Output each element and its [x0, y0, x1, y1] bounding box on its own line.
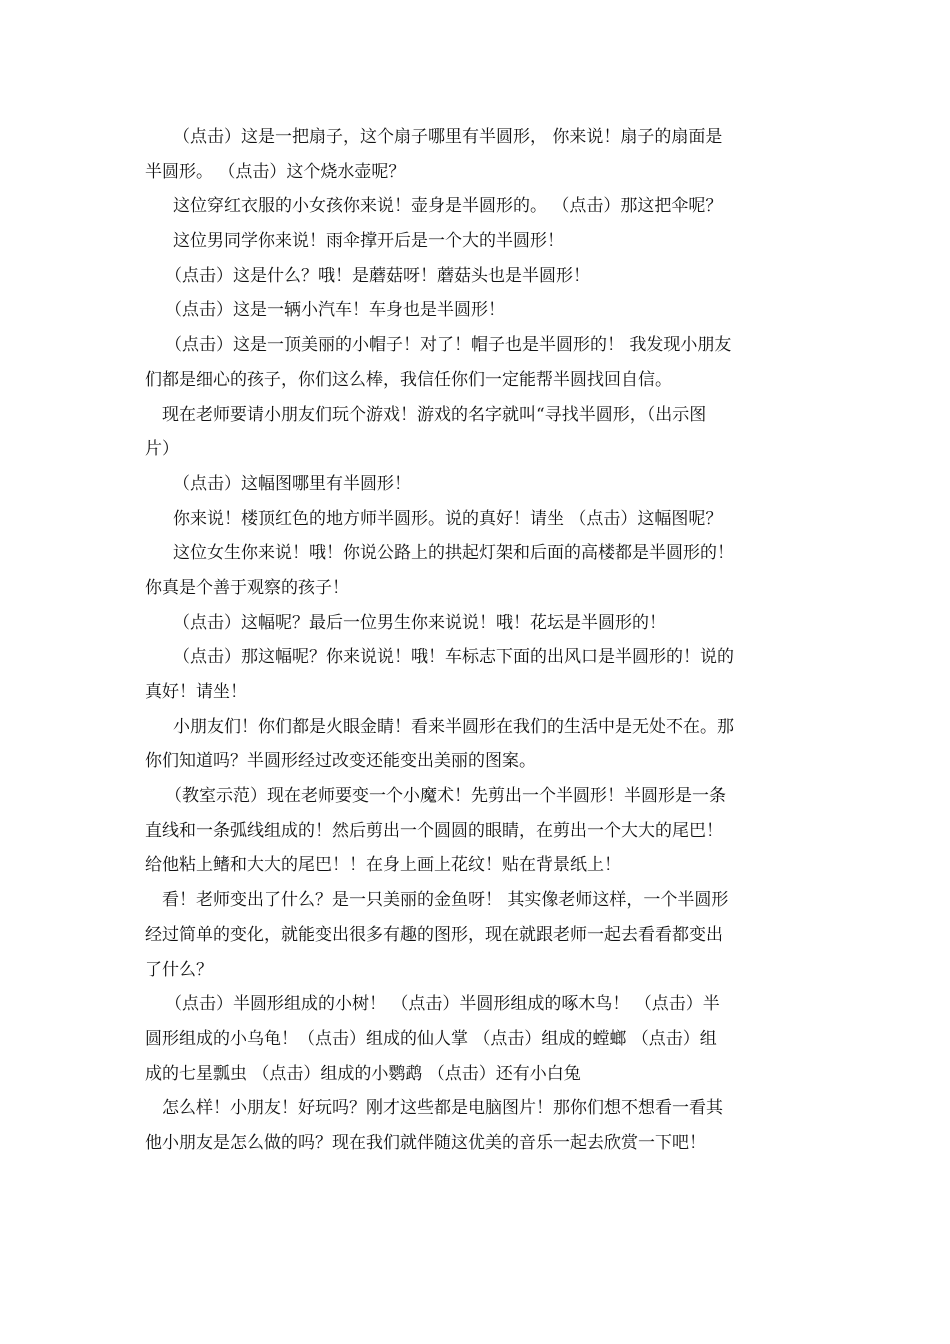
paragraph	[145, 398, 810, 467]
paragraph	[145, 189, 810, 224]
paragraph	[145, 606, 810, 641]
text-line: （点击）半圆形组成的小树！ （点击）半圆形组成的啄木鸟！ （点击）半	[165, 994, 720, 1015]
text-line: （点击）这是什么？哦！是蘑菇呀！蘑菇头也是半圆形！	[165, 265, 590, 286]
text-line: 怎么样！小朋友！好玩吗？刚才这些都是电脑图片！那你们想不想看一看其	[162, 1098, 723, 1119]
text-line: （点击）这是一把扇子，这个扇子哪里有半圆形， 你来说！扇子的扇面是	[173, 127, 723, 147]
text-line: 直线和一条弧线组成的！然后剪出一个圆圆的眼睛，在剪出一个大大的尾巴！	[145, 820, 723, 841]
text-line: 圆形组成的小乌龟！（点击）组成的仙人掌 （点击）组成的螳螂 （点击）组	[145, 1028, 717, 1049]
text-line: 他小朋友是怎么做的吗？现在我们就伴随这优美的音乐一起去欣赏一下吧！	[145, 1132, 706, 1153]
text-line: （点击）这幅呢？最后一位男生你来说说！哦！花坛是半圆形的！	[173, 612, 666, 633]
document-body	[145, 120, 810, 1161]
text-line: 真好！请坐！	[145, 682, 247, 702]
paragraph	[145, 502, 810, 537]
paragraph	[145, 120, 810, 189]
text-line: 经过简单的变化，就能变出很多有趣的图形，现在就跟老师一起去看看都变出	[145, 924, 723, 945]
text-line: 现在老师要请小朋友们玩个游戏！游戏的名字就叫“寻找半圆形，（出示图	[162, 404, 707, 425]
text-line: （点击）这幅图哪里有半圆形！	[173, 473, 411, 494]
text-line: 你来说！楼顶红色的地方师半圆形。说的真好！请坐 （点击）这幅图呢？	[173, 508, 723, 529]
paragraph	[145, 536, 810, 605]
text-line: （点击）这是一顶美丽的小帽子！对了！帽子也是半圆形的！ 我发现小朋友	[165, 335, 732, 356]
paragraph	[145, 640, 810, 709]
text-line: （教室示范）现在老师要变一个小魔术！先剪出一个半圆形！半圆形是一条	[165, 786, 726, 807]
paragraph	[145, 987, 810, 1091]
paragraph	[145, 259, 810, 294]
paragraph	[145, 293, 810, 328]
paragraph	[145, 883, 810, 987]
text-line: 你真是个善于观察的孩子！	[145, 577, 349, 598]
text-line: 给他粘上鳍和大大的尾巴！！在身上画上花纹！贴在背景纸上！	[145, 855, 621, 876]
text-line: 片）	[145, 439, 179, 460]
text-line: 这位男同学你来说！雨伞撑开后是一个大的半圆形！	[173, 231, 564, 252]
text-line: 半圆形。 （点击）这个烧水壶呢？	[145, 161, 406, 182]
text-line: 小朋友们！你们都是火眼金睛！看来半圆形在我们的生活中是无处不在。那	[173, 716, 734, 737]
text-line: 这位穿红衣服的小女孩你来说！壶身是半圆形的。 （点击）那这把伞呢？	[173, 196, 723, 217]
paragraph	[145, 1091, 810, 1160]
paragraph	[145, 328, 810, 397]
text-line: 这位女生你来说！哦！你说公路上的拱起灯架和后面的高楼都是半圆形的！	[173, 543, 734, 564]
text-line: （点击）这是一辆小汽车！车身也是半圆形！	[165, 300, 505, 321]
text-line: 你们知道吗？半圆形经过改变还能变出美丽的图案。	[145, 751, 536, 772]
text-line: （点击）那这幅呢？你来说说！哦！车标志下面的出风口是半圆形的！说的	[173, 647, 734, 668]
text-line: 看！老师变出了什么？是一只美丽的金鱼呀！ 其实像老师这样，一个半圆形	[162, 890, 729, 911]
paragraph	[145, 779, 810, 883]
text-line: 们都是细心的孩子，你们这么棒，我信任你们一定能帮半圆找回自信。	[145, 369, 672, 390]
paragraph	[145, 467, 810, 502]
paragraph	[145, 710, 810, 779]
paragraph	[145, 224, 810, 259]
text-line: 了什么？	[145, 959, 213, 980]
text-line: 成的七星瓢虫 （点击）组成的小鹦鹉 （点击）还有小白兔	[145, 1063, 581, 1084]
